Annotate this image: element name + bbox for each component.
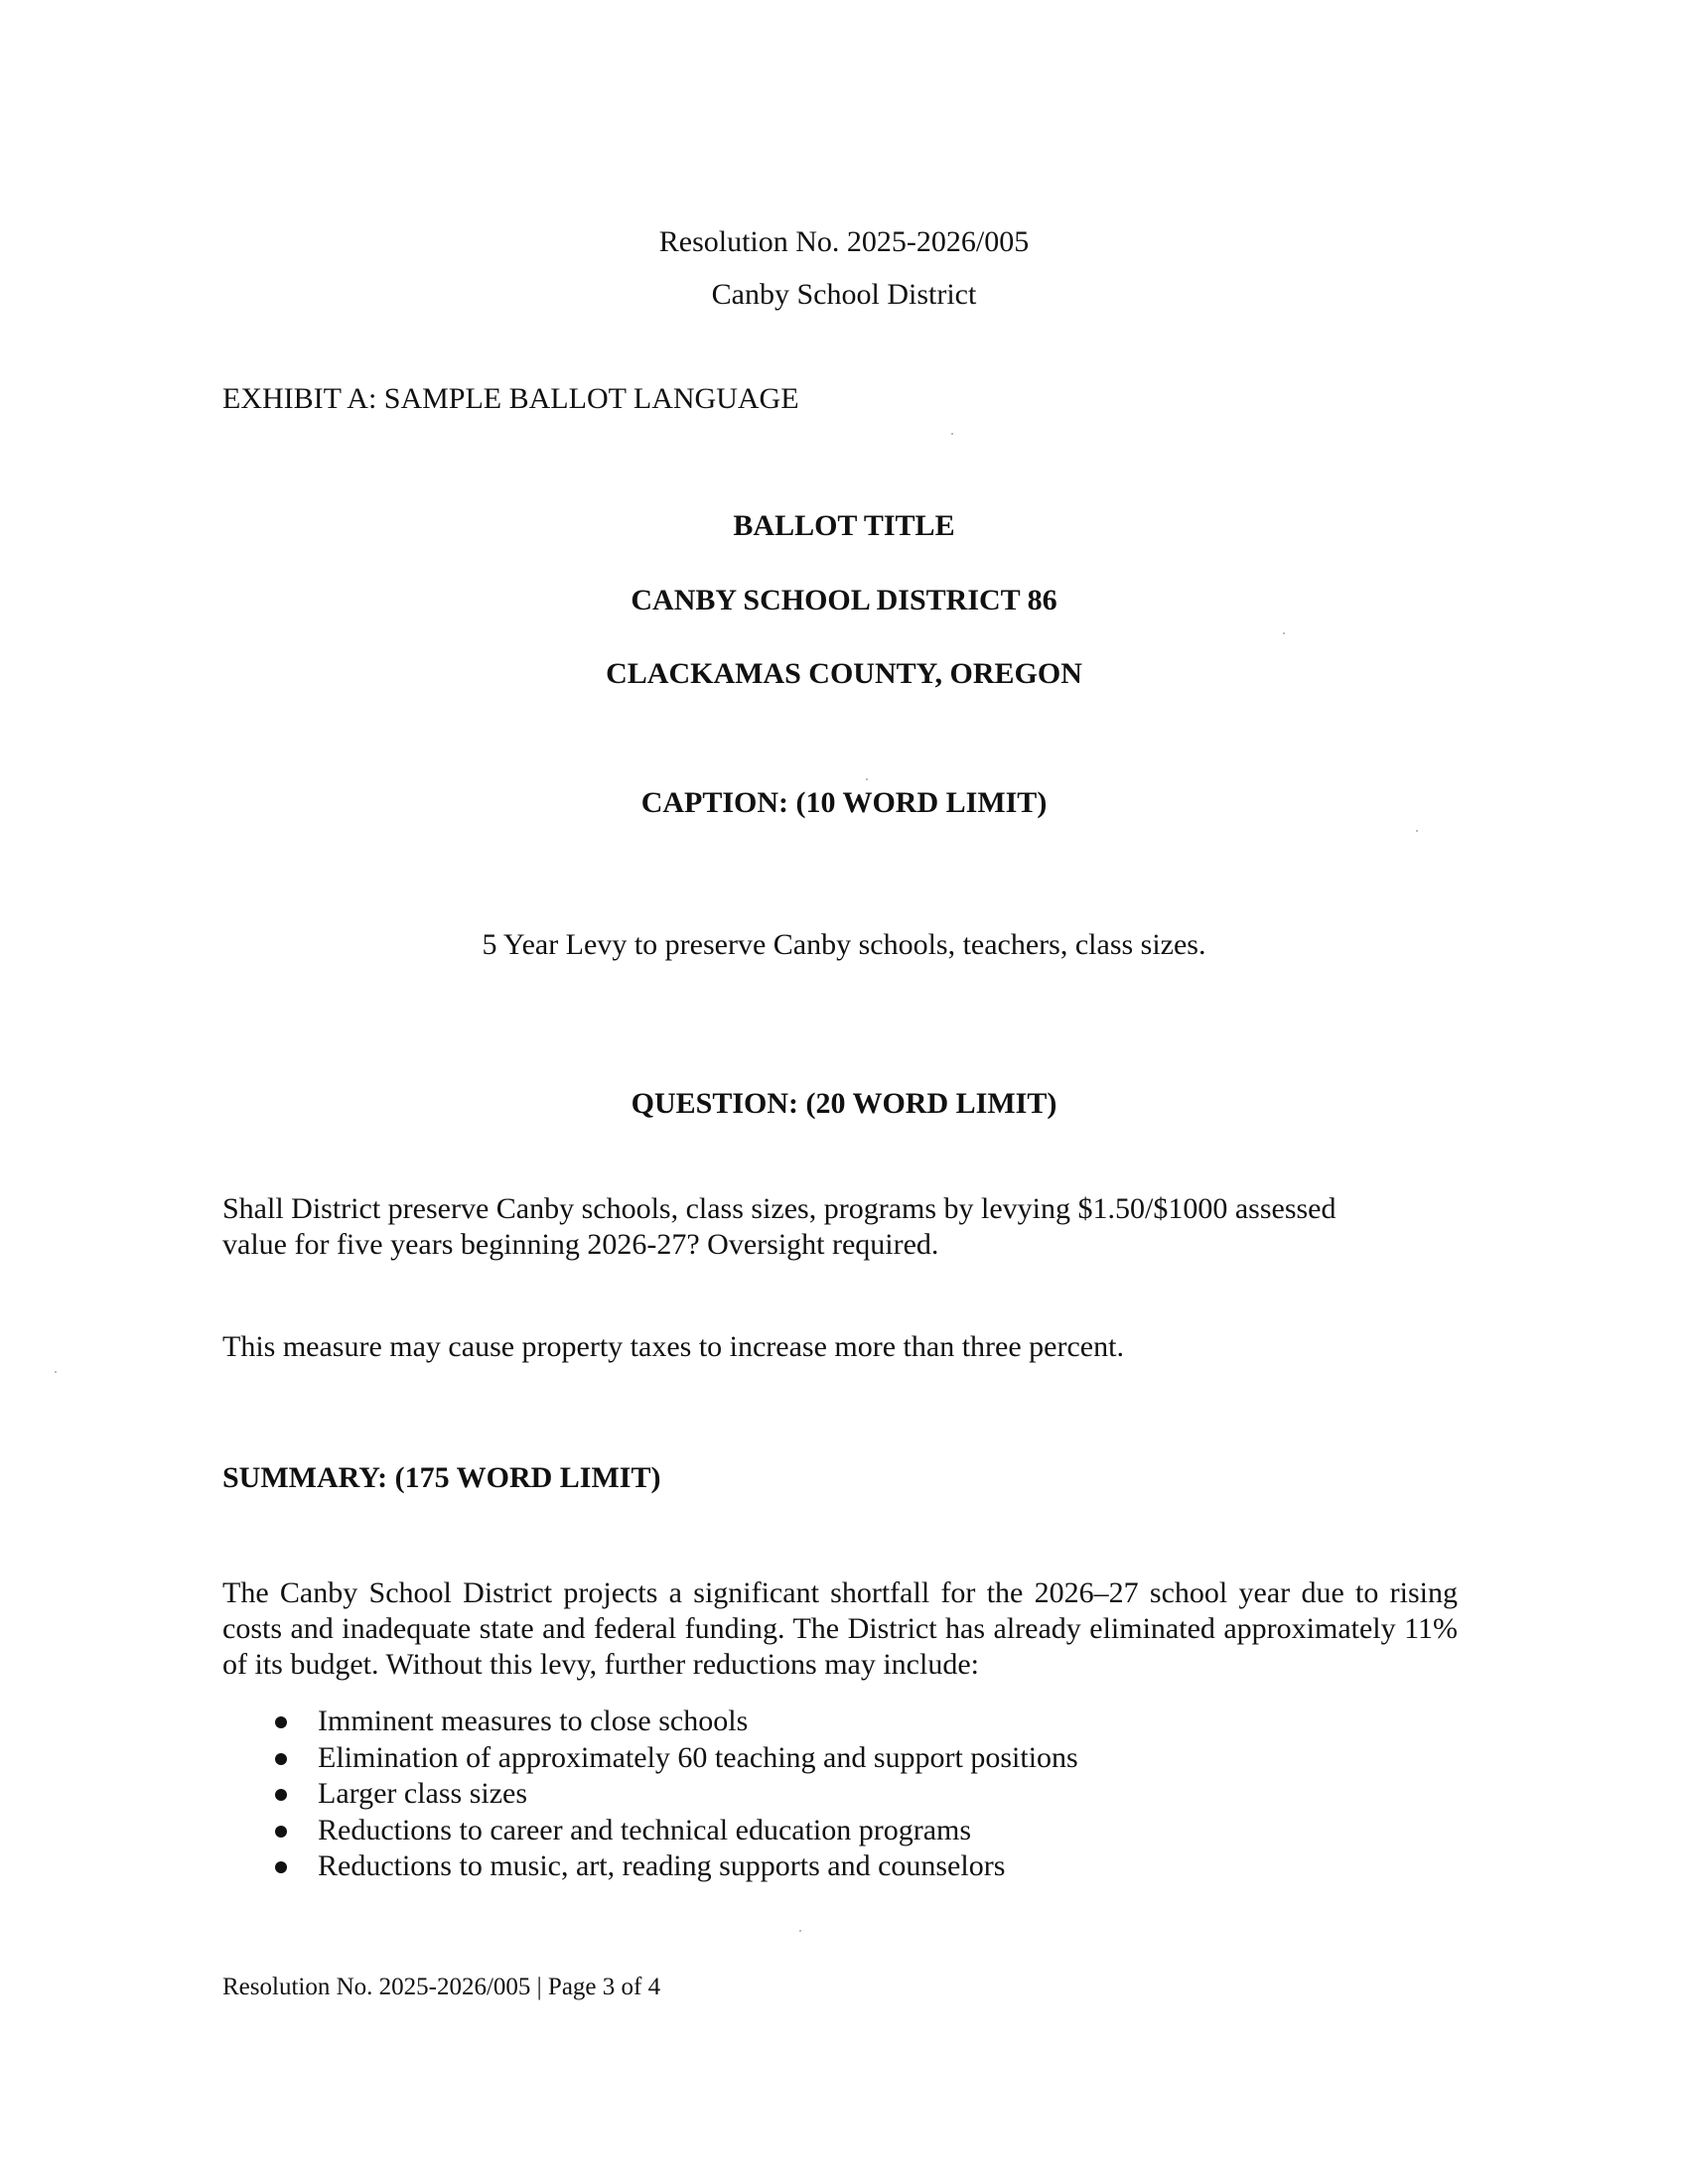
ballot-county: CLACKAMAS COUNTY, OREGON [606,657,1082,690]
list-item [222,1848,1078,1885]
bullet-icon [275,1716,287,1728]
scan-speck [799,1930,801,1932]
exhibit-title: EXHIBIT A: SAMPLE BALLOT LANGUAGE [222,382,799,415]
list-item-text: Reductions to music, art, reading supports and counselors [318,1849,1006,1882]
summary-heading: SUMMARY: (175 WORD LIMIT) [222,1461,661,1494]
ballot-title-heading: BALLOT TITLE [733,509,955,542]
caption-heading: CAPTION: (10 WORD LIMIT) [640,786,1048,819]
district-header: Canby School District [711,278,977,311]
page-footer: Resolution No. 2025-2026/005 | Page 3 of 4 [222,1974,661,2000]
question-text-line-2: value for five years beginning 2026-27? Oversight required. [222,1228,939,1261]
list-item [222,1740,1078,1777]
ballot-district-name: CANBY SCHOOL DISTRICT 86 [631,584,1057,616]
scan-speck [951,433,953,435]
tax-statement: This measure may cause property taxes to increase more than three percent. [222,1330,1124,1363]
resolution-header: Resolution No. 2025-2026/005 [658,225,1030,258]
summary-paragraph: The Canby School District projects a significant shortfall for the 2026–27 school year due to rising costs and inadequate state and federal funding. The District has already eliminated approximately 11% of its budget. Without this levy, further reductions may include: [222,1576,1458,1681]
scan-speck [866,778,868,780]
caption-text: 5 Year Levy to preserve Canby schools, teachers, class sizes. [482,928,1206,961]
list-item-text: Larger class sizes [318,1777,528,1810]
list-item-text: Elimination of approximately 60 teaching and support positions [318,1740,1078,1774]
bullet-icon [275,1861,287,1873]
scan-speck [55,1371,57,1373]
list-item-text: Imminent measures to close schools [318,1705,749,1737]
question-text-line-1: Shall District preserve Canby schools, class sizes, programs by levying $1.50/$1000 assessed [222,1192,1336,1225]
question-heading: QUESTION: (20 WORD LIMIT) [631,1087,1057,1120]
reductions-list [222,1704,1078,1885]
bullet-icon [275,1826,287,1838]
list-item [222,1704,1078,1740]
list-item [222,1813,1078,1849]
scan-speck [1283,632,1285,634]
bullet-icon [275,1753,287,1765]
list-item [222,1776,1078,1813]
scan-speck [1416,830,1418,832]
bullet-icon [275,1789,287,1801]
list-item-text: Reductions to career and technical education programs [318,1813,972,1846]
